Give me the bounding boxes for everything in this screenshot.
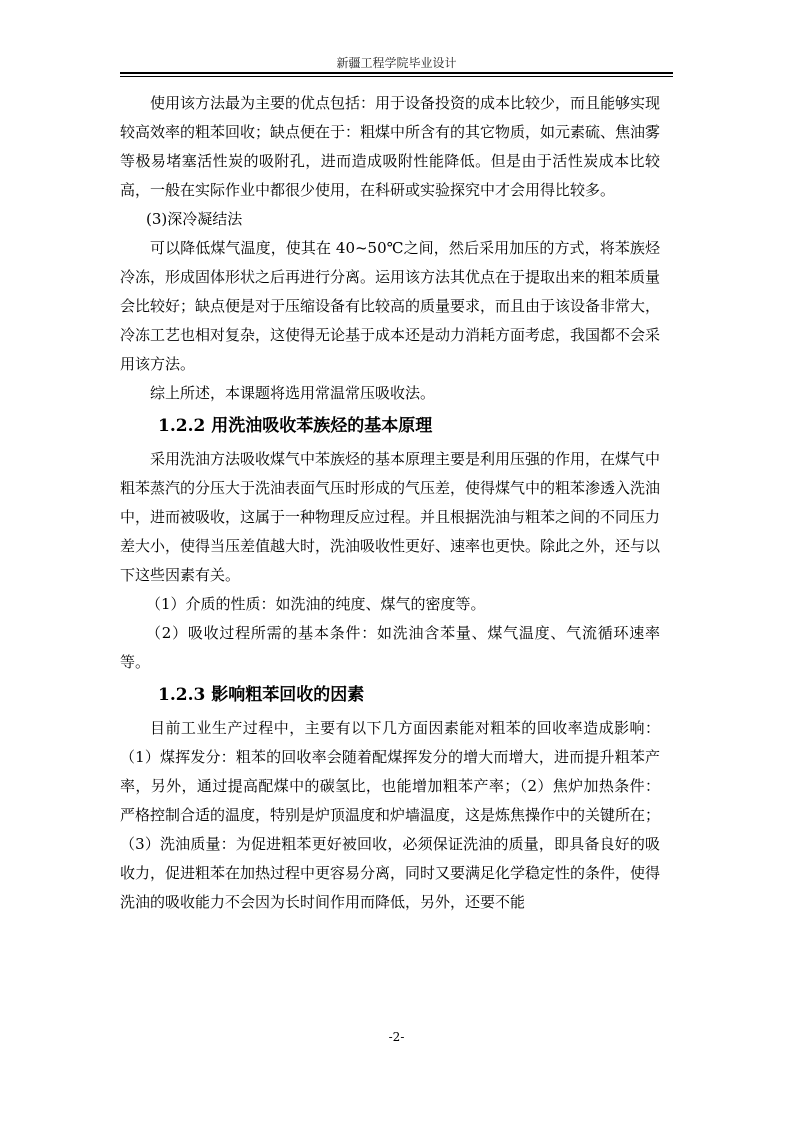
document-body xyxy=(120,89,660,917)
paragraph-deep-condensation: 可以降低煤气温度，使其在 40~50℃之间，然后采用加压的方式，将苯族烃冷冻，形成固体形状之后再进行分离。运用该方法其优点在于提取出来的粗苯质量会比较好；缺点便是对于压缩设备有比较高的质量要求，而且由于该设备非常大，冷冻工艺也相对复杂，这使得无论基于成本还是动力消耗方面考虑，我国都不会采用该方法。 xyxy=(120,239,661,373)
paragraph-recovery-factors: 目前工业生产过程中，主要有以下几方面因素能对粗苯的回收率造成影响：（1）煤挥发分：粗苯的回收率会随着配煤挥发分的增大而增大，进而提升粗苯产率，另外，通过提高配煤中的碳氢比，也能增加粗苯产率；（2）焦炉加热条件：严格控制合适的温度，特别是炉顶温度和炉墙温度，这是炼焦操作中的关键所在；（3）洗油质量：为促进粗苯更好被回收，必须保证洗油的质量，即具备良好的吸收力，促进粗苯在加热过程中更容易分离，同时又要满足化学稳定性的条件，使得洗油的吸收能力不会因为长时间作用而降低，另外，还要不能 xyxy=(120,719,661,911)
header-rule-thick xyxy=(120,72,673,74)
section-heading-1-2-3: 1.2.3 影响粗苯回收的因素 xyxy=(158,685,365,705)
paragraph-summary: 综上所述，本课题将选用常温常压吸收法。 xyxy=(150,384,436,402)
header-rule-thin xyxy=(120,76,673,77)
page-header: 新疆工程学院毕业设计 xyxy=(336,56,457,70)
list-item-medium-properties: （1）介质的性质：如洗油的纯度、煤气的密度等。 xyxy=(146,595,486,613)
page-number: -2- xyxy=(388,1030,405,1044)
section-heading-1-2-2: 1.2.2 用洗油吸收苯族烃的基本原理 xyxy=(158,416,433,436)
paragraph-activated-carbon-pros-cons: 使用该方法最为主要的优点包括：用于设备投资的成本比较少，而且能够实现较高效率的粗苯回收；缺点便在于：粗煤中所含有的其它物质，如元素硫、焦油雾等极易堵塞活性炭的吸附孔，进而造成吸附性能降低。但是由于活性炭成本比较高，一般在实际作业中都很少使用，在科研或实验探究中才会用得比较多。 xyxy=(120,94,661,199)
list-item-absorption-conditions: （2）吸收过程所需的基本条件：如洗油含苯量、煤气温度、气流循环速率等。 xyxy=(120,624,660,671)
paragraph-absorption-principle: 采用洗油方法吸收煤气中苯族烃的基本原理主要是利用压强的作用，在煤气中粗苯蒸汽的分压大于洗油表面气压时形成的气压差，使得煤气中的粗苯渗透入洗油中，进而被吸收，这属于一种物理反应过程。并且根据洗油与粗苯之间的不同压力差大小，使得当压差值越大时，洗油吸收性更好、速率也更快。除此之外，还与以下这些因素有关。 xyxy=(120,450,661,584)
subheading-deep-condensation: (3)深冷凝结法 xyxy=(146,210,243,228)
